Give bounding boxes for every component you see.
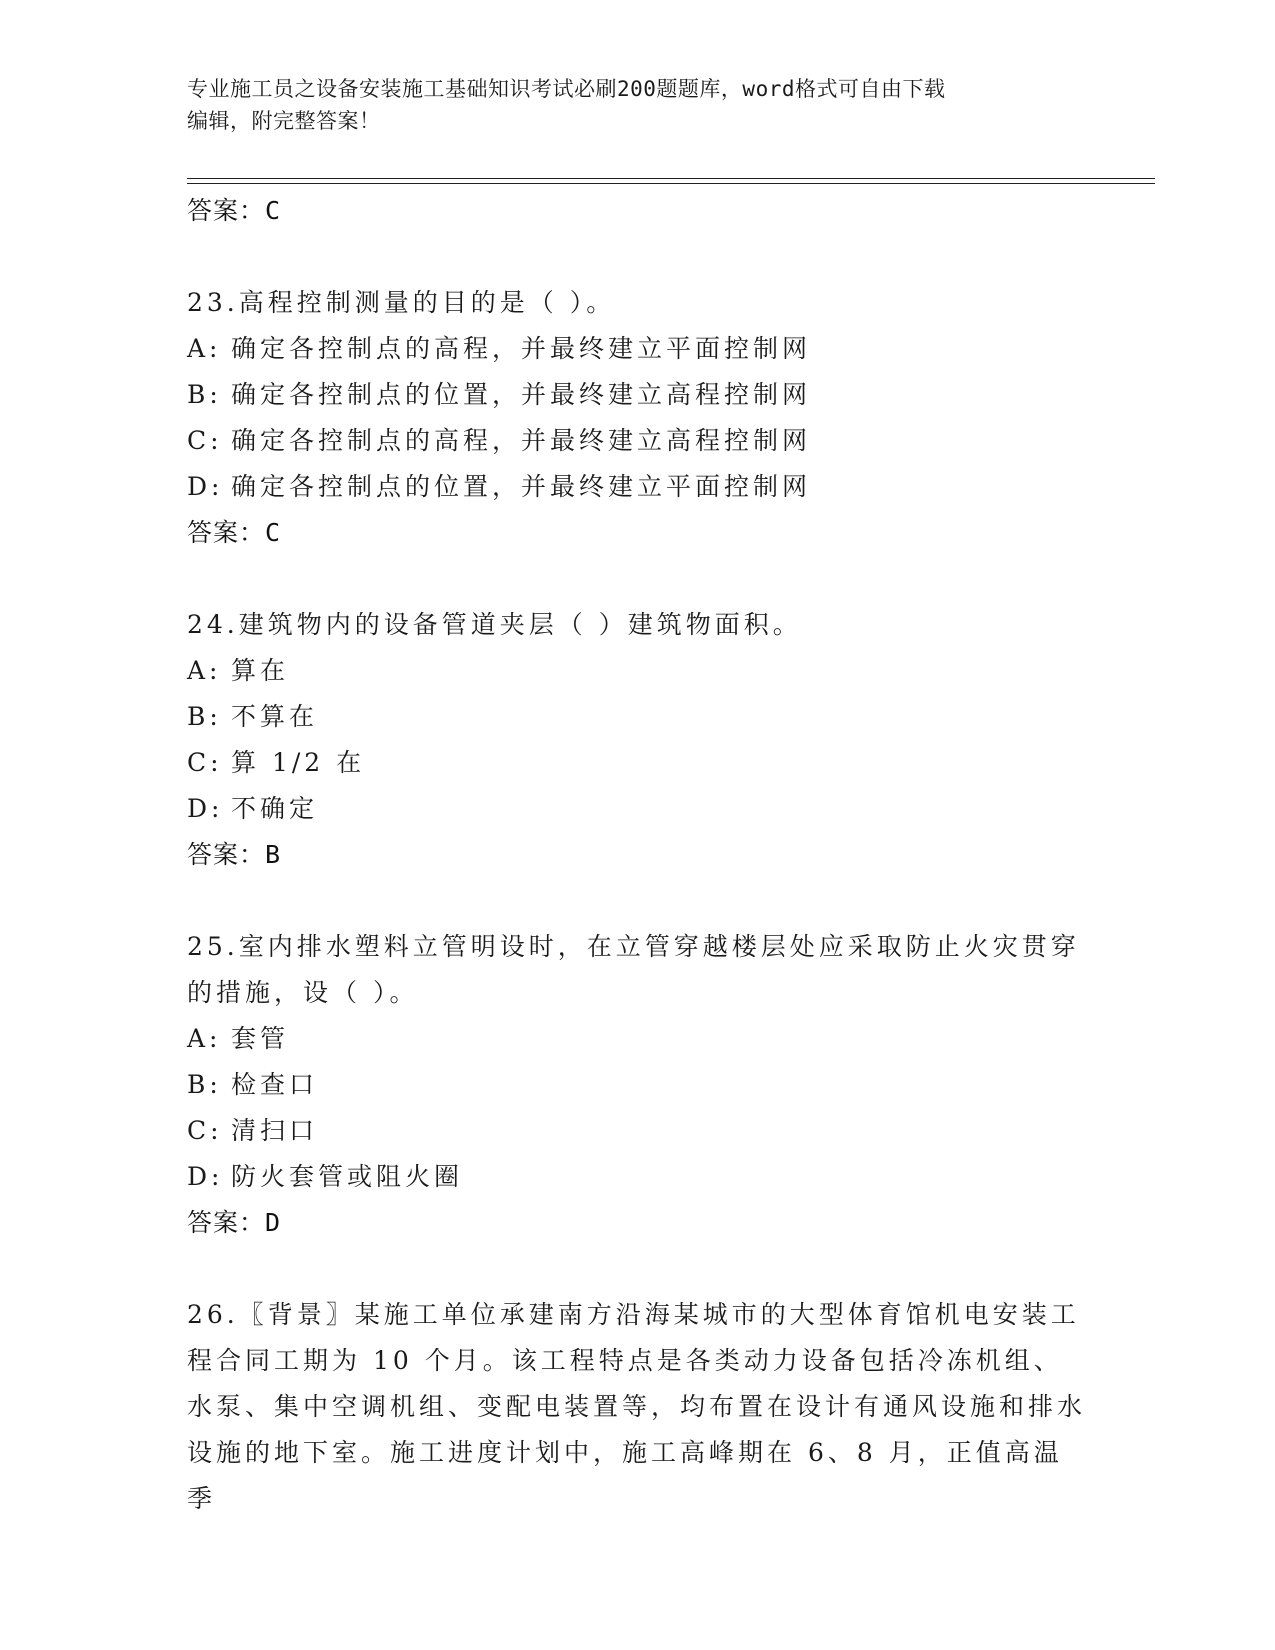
question-25-text: 25.室内排水塑料立管明设时，在立管穿越楼层处应采取防止火灾贯穿的措施，设（ ）。 — [187, 932, 1080, 1007]
option-letter: C: — [187, 1116, 223, 1145]
question-25-option-d — [187, 1154, 1087, 1200]
question-24-answer: 答案：B — [187, 840, 282, 869]
option-text: 不算在 — [231, 702, 319, 731]
header-divider-bottom — [187, 183, 1155, 184]
option-letter: A: — [187, 334, 222, 363]
question-24-option-c — [187, 740, 1087, 786]
option-text: 算在 — [231, 656, 290, 685]
question-24-text: 24.建筑物内的设备管道夹层（ ）建筑物面积。 — [187, 610, 802, 639]
option-letter: A: — [187, 656, 222, 685]
option-text: 清扫口 — [231, 1116, 319, 1145]
option-letter: D: — [187, 1162, 224, 1191]
paragraph-gap — [187, 556, 1087, 602]
option-letter: D: — [187, 794, 224, 823]
question-23-option-b — [187, 372, 1087, 418]
header-divider-top — [187, 178, 1155, 179]
option-letter: B: — [187, 380, 222, 409]
paragraph-gap — [187, 878, 1087, 924]
option-text: 确定各控制点的高程，并最终建立平面控制网 — [231, 334, 812, 363]
page-header — [187, 73, 1067, 137]
option-text: 检查口 — [231, 1070, 319, 1099]
document-body — [187, 188, 1087, 1522]
paragraph-gap — [187, 1246, 1087, 1292]
option-text: 确定各控制点的位置，并最终建立高程控制网 — [231, 380, 812, 409]
option-letter: B: — [187, 1070, 222, 1099]
paragraph-gap — [187, 234, 1087, 280]
option-letter: B: — [187, 702, 222, 731]
option-text: 套管 — [231, 1024, 290, 1053]
question-24-option-a — [187, 648, 1087, 694]
question-25-option-a — [187, 1016, 1087, 1062]
question-25-option-b — [187, 1062, 1087, 1108]
option-letter: D: — [187, 472, 224, 501]
option-text: 确定各控制点的位置，并最终建立平面控制网 — [231, 472, 812, 501]
option-letter: C: — [187, 748, 223, 777]
question-23-option-d — [187, 464, 1087, 510]
question-25-option-c — [187, 1108, 1087, 1154]
header-title-line-2: 编辑，附完整答案！ — [187, 109, 381, 133]
question-23-option-a — [187, 326, 1087, 372]
question-26-text: 26.〖背景〗某施工单位承建南方沿海某城市的大型体育馆机电安装工程合同工期为 10 个月。该工程特点是各类动力设备包括冷冻机组、水泵、集中空调机组、变配电装置等，均布置在设计有通风设施和排水设施的地下室。施工进度计划中，施工高峰期在 6、8 月，正值高温季 — [187, 1300, 1087, 1513]
question-24-option-b — [187, 694, 1087, 740]
option-text: 算 1/2 在 — [231, 748, 366, 777]
question-23-text: 23.高程控制测量的目的是（ ）。 — [187, 288, 616, 317]
question-24-option-d — [187, 786, 1087, 832]
option-text: 防火套管或阻火圈 — [231, 1162, 464, 1191]
option-text: 不确定 — [231, 794, 319, 823]
option-text: 确定各控制点的高程，并最终建立高程控制网 — [231, 426, 812, 455]
question-25-answer: 答案：D — [187, 1208, 282, 1237]
option-letter: C: — [187, 426, 223, 455]
question-23-option-c — [187, 418, 1087, 464]
answer-line: 答案：C — [187, 196, 282, 225]
header-title-line-1: 专业施工员之设备安装施工基础知识考试必刷200题题库，word格式可自由下载 — [187, 77, 946, 101]
question-23-answer: 答案：C — [187, 518, 282, 547]
option-letter: A: — [187, 1024, 222, 1053]
